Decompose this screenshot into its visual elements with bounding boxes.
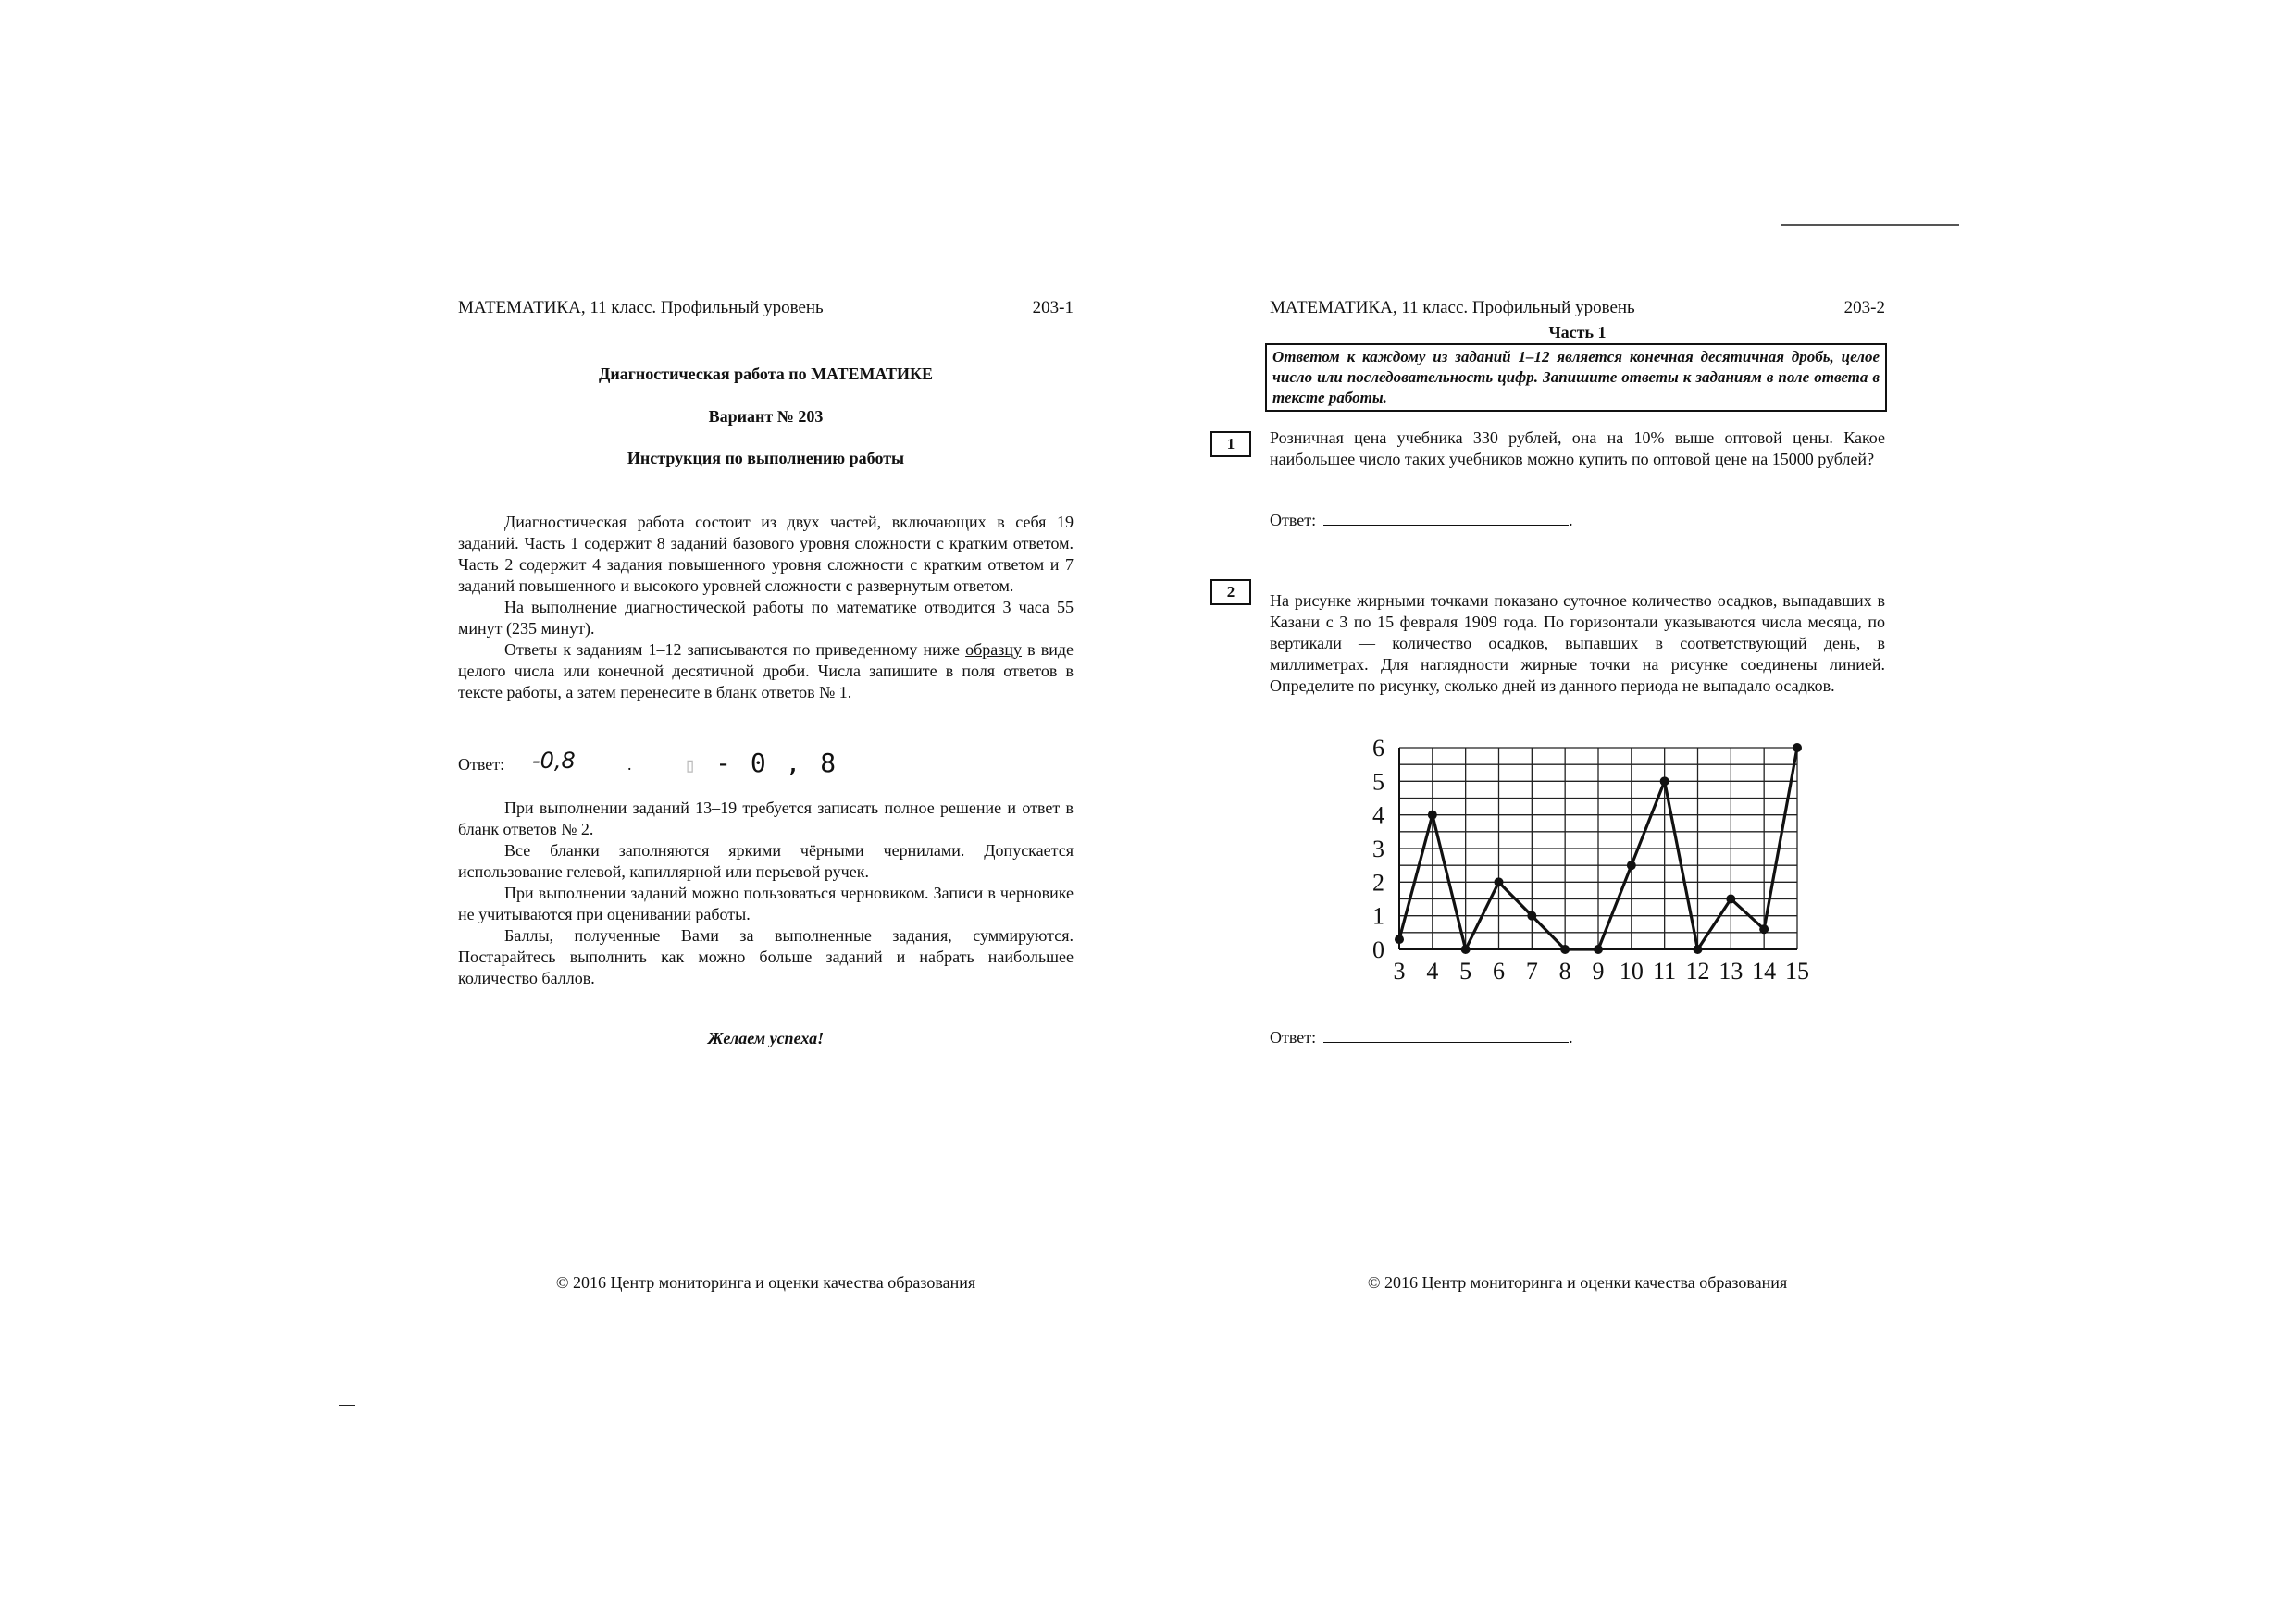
precipitation-chart (1344, 735, 1809, 990)
left-page (458, 0, 1074, 1623)
task-2-answer-label: Ответ: (1270, 1028, 1317, 1047)
answers-paragraph: Ответы к заданиям 1–12 записываются по приведенному ниже образцу в виде целого числа или конечной десятичной дроби. Числа запишите в поля ответов в тексте работы, а затем перенесите в бланк ответов № 1. (458, 640, 1074, 701)
right-footer: © 2016 Центр мониторинга и оценки качества образования (1367, 1273, 1788, 1292)
x-tick-label: 12 (1685, 958, 1710, 985)
y-tick-label: 2 (1372, 869, 1384, 897)
data-point (1495, 877, 1504, 886)
x-tick-label: 14 (1752, 958, 1777, 985)
rule-paragraph: Баллы, полученные Вами за выполненные задания, суммируются. Постарайтесь выполнить как можно больше заданий и набрать наибольшее количество баллов. (458, 926, 1074, 987)
sample-answer-label: Ответ: (458, 755, 505, 774)
part-title: Часть 1 (1548, 323, 1607, 341)
y-tick-label: 5 (1372, 768, 1384, 796)
sample-cell-digits: - 0 , 8 (715, 748, 838, 778)
right-header (1270, 298, 1885, 318)
chart-ticks (1372, 735, 1809, 985)
data-point (1594, 945, 1603, 954)
y-tick-label: 0 (1372, 936, 1384, 963)
variant-title: Вариант № 203 (708, 407, 824, 426)
x-tick-label: 7 (1525, 958, 1538, 985)
x-tick-label: 11 (1653, 958, 1677, 985)
sample-cell-marker: ▯ (684, 754, 699, 777)
x-tick-label: 5 (1459, 958, 1472, 985)
rule-paragraph: Все бланки заполняются яркими чёрными чернилами. Допускается использование гелевой, капиллярной или перьевой ручек. (458, 841, 1074, 881)
data-point (1395, 935, 1404, 944)
data-point (1660, 776, 1669, 786)
right-page (1226, 0, 1885, 1623)
x-tick-label: 13 (1719, 958, 1744, 985)
right-header-title: МАТЕМАТИКА, 11 класс. Профильный уровень (1270, 298, 1635, 317)
rules-text (458, 798, 1074, 989)
sample-answer-dot: . (627, 755, 632, 774)
task-2-answer-dot: . (1569, 1028, 1573, 1047)
left-footer: © 2016 Центр мониторинга и оценки качества образования (555, 1273, 976, 1292)
task-1-answer-field[interactable] (1323, 510, 1569, 526)
sample-answer (458, 748, 1074, 785)
data-point (1759, 924, 1769, 934)
data-point (1694, 945, 1703, 954)
task-1-answer (1270, 510, 1573, 530)
left-header-title: МАТЕМАТИКА, 11 класс. Профильный уровень (458, 298, 824, 317)
data-point (1627, 861, 1636, 870)
task-2-text: На рисунке жирными точками показано суточное количество осадков, выпадавших в Казани с 3 по 15 февраля 1909 года. По горизонтали указываются числа месяца, по вертикали — количество осадков, выпавших в соответствующий день, в миллиметрах. Для наглядности жирные точки на рисунке соединены линией. Определите по рисунку, сколько дней из данного периода не выпадало осадков. (1270, 591, 1885, 695)
rule-paragraph: При выполнении заданий можно пользоваться черновиком. Записи в черновике не учитываются при оценивании работы. (458, 884, 1074, 923)
document-title: Диагностическая работа по МАТЕМАТИКЕ (598, 365, 934, 383)
x-tick-label: 8 (1558, 958, 1571, 985)
intro-paragraph: На выполнение диагностической работы по математике отводится 3 часа 55 минут (235 минут). (458, 598, 1074, 638)
instructions-title: Инструкция по выполнению работы (627, 449, 905, 467)
data-point (1726, 895, 1735, 904)
x-tick-label: 3 (1393, 958, 1406, 985)
x-tick-label: 10 (1619, 958, 1644, 985)
data-point (1793, 743, 1802, 752)
y-tick-label: 6 (1372, 735, 1384, 762)
data-point (1560, 945, 1570, 954)
left-header (458, 298, 1074, 318)
y-tick-label: 1 (1372, 902, 1384, 930)
task-2-answer-field[interactable] (1323, 1027, 1569, 1043)
task-1-answer-dot: . (1569, 511, 1573, 529)
y-tick-label: 3 (1372, 836, 1384, 862)
task-1-answer-label: Ответ: (1270, 511, 1317, 529)
data-point (1527, 911, 1536, 921)
x-tick-label: 15 (1785, 958, 1809, 985)
sample-answer-cells (684, 748, 838, 778)
x-tick-label: 9 (1592, 958, 1605, 985)
x-tick-label: 4 (1426, 958, 1439, 985)
part-rules-box: Ответом к каждому из заданий 1–12 является конечная десятичная дробь, целое число или последовательность цифр. Запишите ответы к заданиям в поле ответа в тексте работы. (1265, 343, 1887, 412)
task-1-text: Розничная цена учебника 330 рублей, она на 10% выше оптовой цены. Какое наибольшее число таких учебников можно купить по оптовой цене на 15000 рублей? (1270, 428, 1885, 468)
task-number-1: 1 (1210, 431, 1251, 457)
sample-handwritten-answer: -0,8 (528, 748, 628, 774)
wish-text: Желаем успеха! (707, 1029, 825, 1047)
data-point (1461, 945, 1471, 954)
intro-paragraph: Диагностическая работа состоит из двух частей, включающих в себя 19 заданий. Часть 1 содержит 8 заданий базового уровня сложности с кратким ответом. Часть 2 содержит 4 задания повышенного уровня сложности с кратким ответом и 7 заданий повышенного и высокого уровней сложности с развернутым ответом. (458, 513, 1074, 595)
y-tick-label: 4 (1372, 801, 1384, 829)
rule-paragraph: При выполнении заданий 13–19 требуется записать полное решение и ответ в бланк ответов № 2. (458, 799, 1074, 838)
sample-link: образцу (965, 640, 1022, 659)
task-number-2: 2 (1210, 579, 1251, 605)
task-2-answer (1270, 1027, 1573, 1047)
left-header-code: 203-1 (1032, 298, 1074, 317)
right-header-code: 203-2 (1843, 298, 1885, 317)
x-tick-label: 6 (1493, 958, 1505, 985)
scan-corner-mark (339, 1405, 355, 1406)
intro-text (458, 512, 1074, 703)
data-point (1428, 811, 1437, 820)
